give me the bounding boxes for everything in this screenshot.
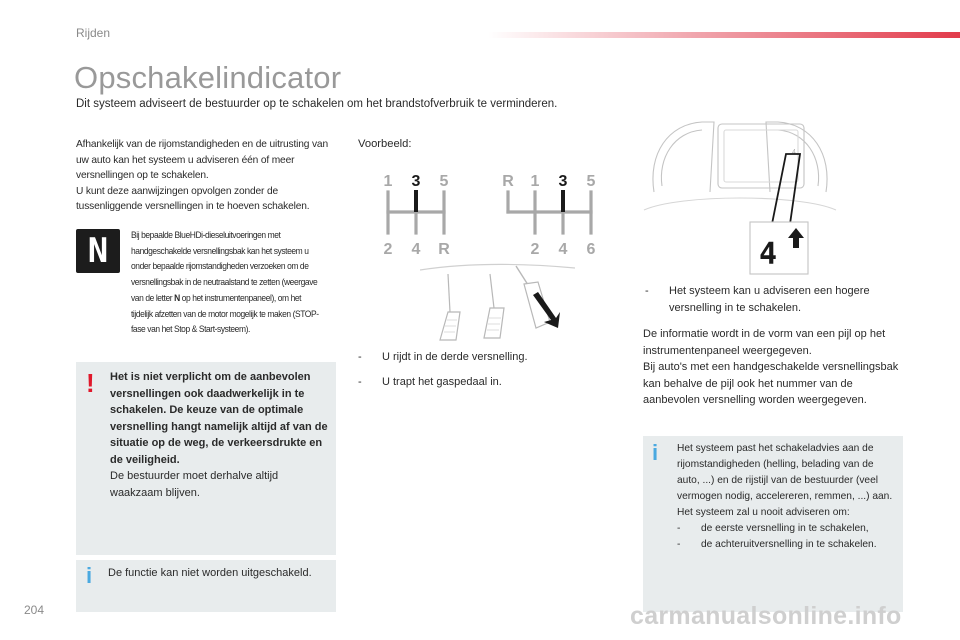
info-text-1: De functie kan niet worden uitgeschakeld. xyxy=(108,567,312,579)
page-number: 204 xyxy=(24,603,45,617)
neutral-n-icon xyxy=(76,229,120,273)
info-2-paragraph-2: Het systeem zal u nooit adviseren om: xyxy=(677,507,850,518)
right-paragraph-1: De informatie wordt in de vorm van een pijl op het instrumentenpaneel weergegeven. xyxy=(643,328,886,357)
warning-text xyxy=(110,369,332,501)
clutch-arm xyxy=(448,274,450,312)
neutral-note-letter: N xyxy=(174,292,180,303)
svg-text:4: 4 xyxy=(792,149,796,156)
gearbox-5-highlight-slot xyxy=(414,190,418,212)
right-paragraph xyxy=(643,326,905,409)
section-label: Rijden xyxy=(76,26,111,40)
example-label: Voorbeeld: xyxy=(358,138,412,150)
gear-6-top-3: 3 xyxy=(558,173,568,190)
right-paragraph-2: Bij auto's met een handgeschakelde versnellingsbak kan behalve de pijl ook het nummer van de aanbevolen versnelling worden weergegeven. xyxy=(643,361,899,406)
bullet-text: Het systeem kan u adviseren een hogere versnelling in te schakelen. xyxy=(669,285,870,314)
gear-5-bottom-r: R xyxy=(438,241,450,258)
center-screen xyxy=(718,124,804,188)
neutral-note-text-2: op het instrumentenpaneel), om het tijdelijk afzetten van de motor mogelijk te maken (STOP-fase van het Stop & Start-systeem). xyxy=(131,292,319,335)
intro-paragraph-2: U kunt deze aanwijzingen opvolgen zonder de tussenliggende versnellingen in te hoeven schakelen. xyxy=(76,185,310,213)
info-icon-1: i xyxy=(86,563,93,588)
bullet-text: U trapt het gaspedaal in. xyxy=(382,376,502,388)
gear-5-top-5: 5 xyxy=(439,173,449,190)
page-subtitle: Dit systeem adviseert de bestuurder op te schakelen om het brandstofverbruik te verminderen. xyxy=(76,98,558,110)
bullet-text: U rijdt in de derde versnelling. xyxy=(382,351,528,363)
intro-paragraph-1: Afhankelijk van de rijomstandigheden en de uitrusting van uw auto kan het systeem u adviseren één of meer versnellingen op te schakelen. xyxy=(76,139,328,182)
info-text-2 xyxy=(677,441,899,553)
info-2-paragraph-1: Het systeem past het schakeladvies aan de rijomstandigheden (helling, belading van de auto, ...) en de rijstijl van de bestuurder (veel vermogen nodig, accelereren, remmen, ...) aan. xyxy=(677,443,893,502)
gear-6-bottom-6: 6 xyxy=(586,241,596,258)
left-gauge xyxy=(653,122,714,192)
gear-6-bottom-2: 2 xyxy=(530,241,540,258)
pedals-illustration xyxy=(420,262,580,344)
instrument-panel-illustration xyxy=(640,114,840,284)
brake-arm xyxy=(490,274,494,308)
neutral-note-text-1: Bij bepaalde BlueHDi-dieseluitvoeringen met handgeschakelde versnellingsbak kan het systeem u onder bepaalde rijomstandigheden verzoeken om de versnellingsbak in de neutraalstand te zetten (weergave van de letter xyxy=(131,230,318,303)
info-2-list-item: - de eerste versnelling in te schakelen, xyxy=(677,523,869,534)
gear-5-bottom-4: 4 xyxy=(411,241,421,258)
info-icon-2: i xyxy=(652,440,659,465)
display-gear-number: 4 xyxy=(758,237,778,272)
warning-icon: ! xyxy=(86,368,95,398)
zoom-pointer xyxy=(772,154,800,224)
gear-6-top-1: 1 xyxy=(530,173,540,190)
gear-5-top-1: 1 xyxy=(383,173,393,190)
intro-text xyxy=(76,137,338,215)
gear-5-bottom-2: 2 xyxy=(383,241,393,258)
gear-shift-diagram xyxy=(380,170,605,262)
brake-pedal xyxy=(484,308,504,338)
gear-6-top-5: 5 xyxy=(586,173,596,190)
watermark: carmanualsonline.info xyxy=(630,602,902,630)
neutral-note xyxy=(131,228,324,338)
gear-5-top-3: 3 xyxy=(411,173,421,190)
bullet-dash: - xyxy=(645,285,649,297)
gearbox-6-highlight-slot xyxy=(561,190,565,212)
info-2-list-item: - de achteruitversnelling in te schakelen. xyxy=(677,539,877,550)
warning-normal-text: De bestuurder moet derhalve altijd waakzaam blijven. xyxy=(110,470,279,499)
page-title: Opschakelindicator xyxy=(74,60,342,95)
gear-6-top-r: R xyxy=(502,173,514,190)
floor-line xyxy=(420,264,575,270)
header-accent-bar xyxy=(488,32,960,38)
warning-bold-text: Het is niet verplicht om de aanbevolen versnellingen ook daadwerkelijk in te schakelen. De keuze van de optimale versnelling hangt namelijk altijd af van de situatie op de weg, de verkeersdrukte en de veiligheid. xyxy=(110,371,328,466)
bullet-dash: - xyxy=(358,351,362,363)
gear-6-bottom-4: 4 xyxy=(558,241,568,258)
bullet-dash: - xyxy=(358,376,362,388)
neutral-n-glyph: N xyxy=(87,231,109,271)
gearbox-6-speed xyxy=(508,192,591,233)
